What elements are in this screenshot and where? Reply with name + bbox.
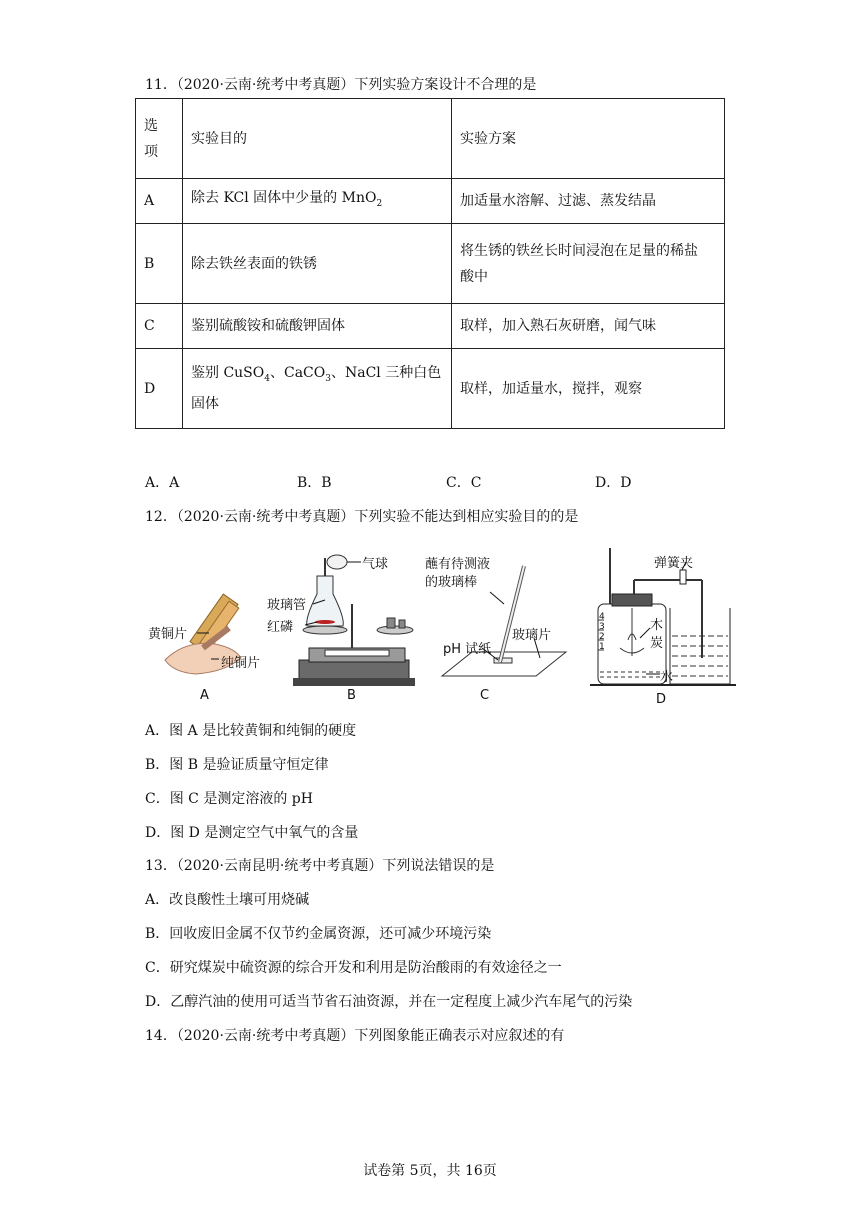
label-copper: 纯铜片 [221,656,261,671]
table-row [136,224,725,304]
q11-stem: 11．（2020·云南·统考中考真题）下列实验方案设计不合理的是 [145,77,537,93]
q12-stem: 12．（2020·云南·统考中考真题）下列实验不能达到相应实验目的的是 [145,509,579,525]
row-option: A [136,179,183,224]
row-plan: 将生锈的铁丝长时间浸泡在足量的稀盐 酸中 [452,224,725,304]
q11-option-b[interactable]: B．B [297,475,332,491]
q11-header-option: 选 项 [136,99,183,179]
label-balloon: 气球 [362,557,389,572]
q11-option-c[interactable]: C．C [446,475,482,491]
label-rod-line2: 的玻璃棒 [425,575,478,590]
row-plan: 取样，加入熟石灰研磨，闻气味 [452,304,725,349]
figure-b [265,548,425,708]
q12-option-b[interactable]: B．图 B 是验证质量守恒定律 [145,757,329,773]
table-row [136,349,725,429]
row-purpose: 除去铁丝表面的铁锈 [183,224,452,304]
figure-a [145,548,275,708]
row-purpose: 鉴别 CuSO$_4$、CaCO$_3$、NaCl 三种白色 固体 [183,349,452,429]
figure-c-caption: C [480,688,490,703]
label-charcoal-1: 木 [650,618,664,633]
q13-option-b[interactable]: B．回收废旧金属不仅节约金属资源，还可减少环境污染 [145,926,492,942]
figure-d [590,548,740,708]
label-brass: 黄铜片 [148,627,188,642]
q13-option-a[interactable]: A．改良酸性土壤可用烧碱 [145,892,310,908]
label-spring-clip: 弹簧夹 [654,556,694,571]
q13-option-d[interactable]: D．乙醇汽油的使用可适当节省石油资源，并在一定程度上减少汽车尾气的污染 [145,994,633,1010]
label-red-phosphorus: 红磷 [267,620,294,635]
row-purpose: 鉴别硫酸铵和硫酸钾固体 [183,304,452,349]
label-ph-paper: pH 试纸 [443,642,492,657]
label-glass-tube: 玻璃管 [267,598,307,613]
row-option: B [136,224,183,304]
row-purpose: 除去 KCl 固体中少量的 MnO$_2$ [183,179,452,224]
table-row [136,304,725,349]
q11-header-purpose: 实验目的 [183,99,452,179]
page-footer: 试卷第 5页，共 16页 [363,1163,497,1179]
scale-3: 3 [599,622,605,632]
q11-table [135,98,725,429]
q12-option-c[interactable]: C．图 C 是测定溶液的 pH [145,791,313,807]
q13-option-c[interactable]: C．研究煤炭中硫资源的综合开发和利用是防治酸雨的有效途径之一 [145,960,562,976]
label-charcoal-2: 炭 [650,636,664,651]
q11-header-plan: 实验方案 [452,99,725,179]
figure-d-caption: D [656,692,667,707]
q11-option-d[interactable]: D．D [595,475,632,491]
label-water: 水 [660,670,674,685]
q11-option-a[interactable]: A．A [145,475,180,491]
scale-2: 2 [599,632,605,642]
row-option: C [136,304,183,349]
row-option: D [136,349,183,429]
figure-c [425,548,580,708]
q14-stem: 14．（2020·云南·统考中考真题）下列图象能正确表示对应叙述的有 [145,1028,565,1044]
q12-option-d[interactable]: D．图 D 是测定空气中氧气的含量 [145,825,359,841]
row-plan: 取样，加适量水，搅拌，观察 [452,349,725,429]
figure-a-caption: A [200,688,209,703]
label-rod-line1: 蘸有待测液 [425,557,491,572]
table-row [136,179,725,224]
figure-b-caption: B [347,688,356,703]
scale-1: 1 [599,642,605,652]
row-plan: 加适量水溶解、过滤、蒸发结晶 [452,179,725,224]
label-glass-plate: 玻璃片 [512,628,552,643]
q13-stem: 13．（2020·云南昆明·统考中考真题）下列说法错误的是 [145,858,495,874]
scale-4: 4 [599,612,605,622]
q12-option-a[interactable]: A．图 A 是比较黄铜和纯铜的硬度 [145,723,357,739]
